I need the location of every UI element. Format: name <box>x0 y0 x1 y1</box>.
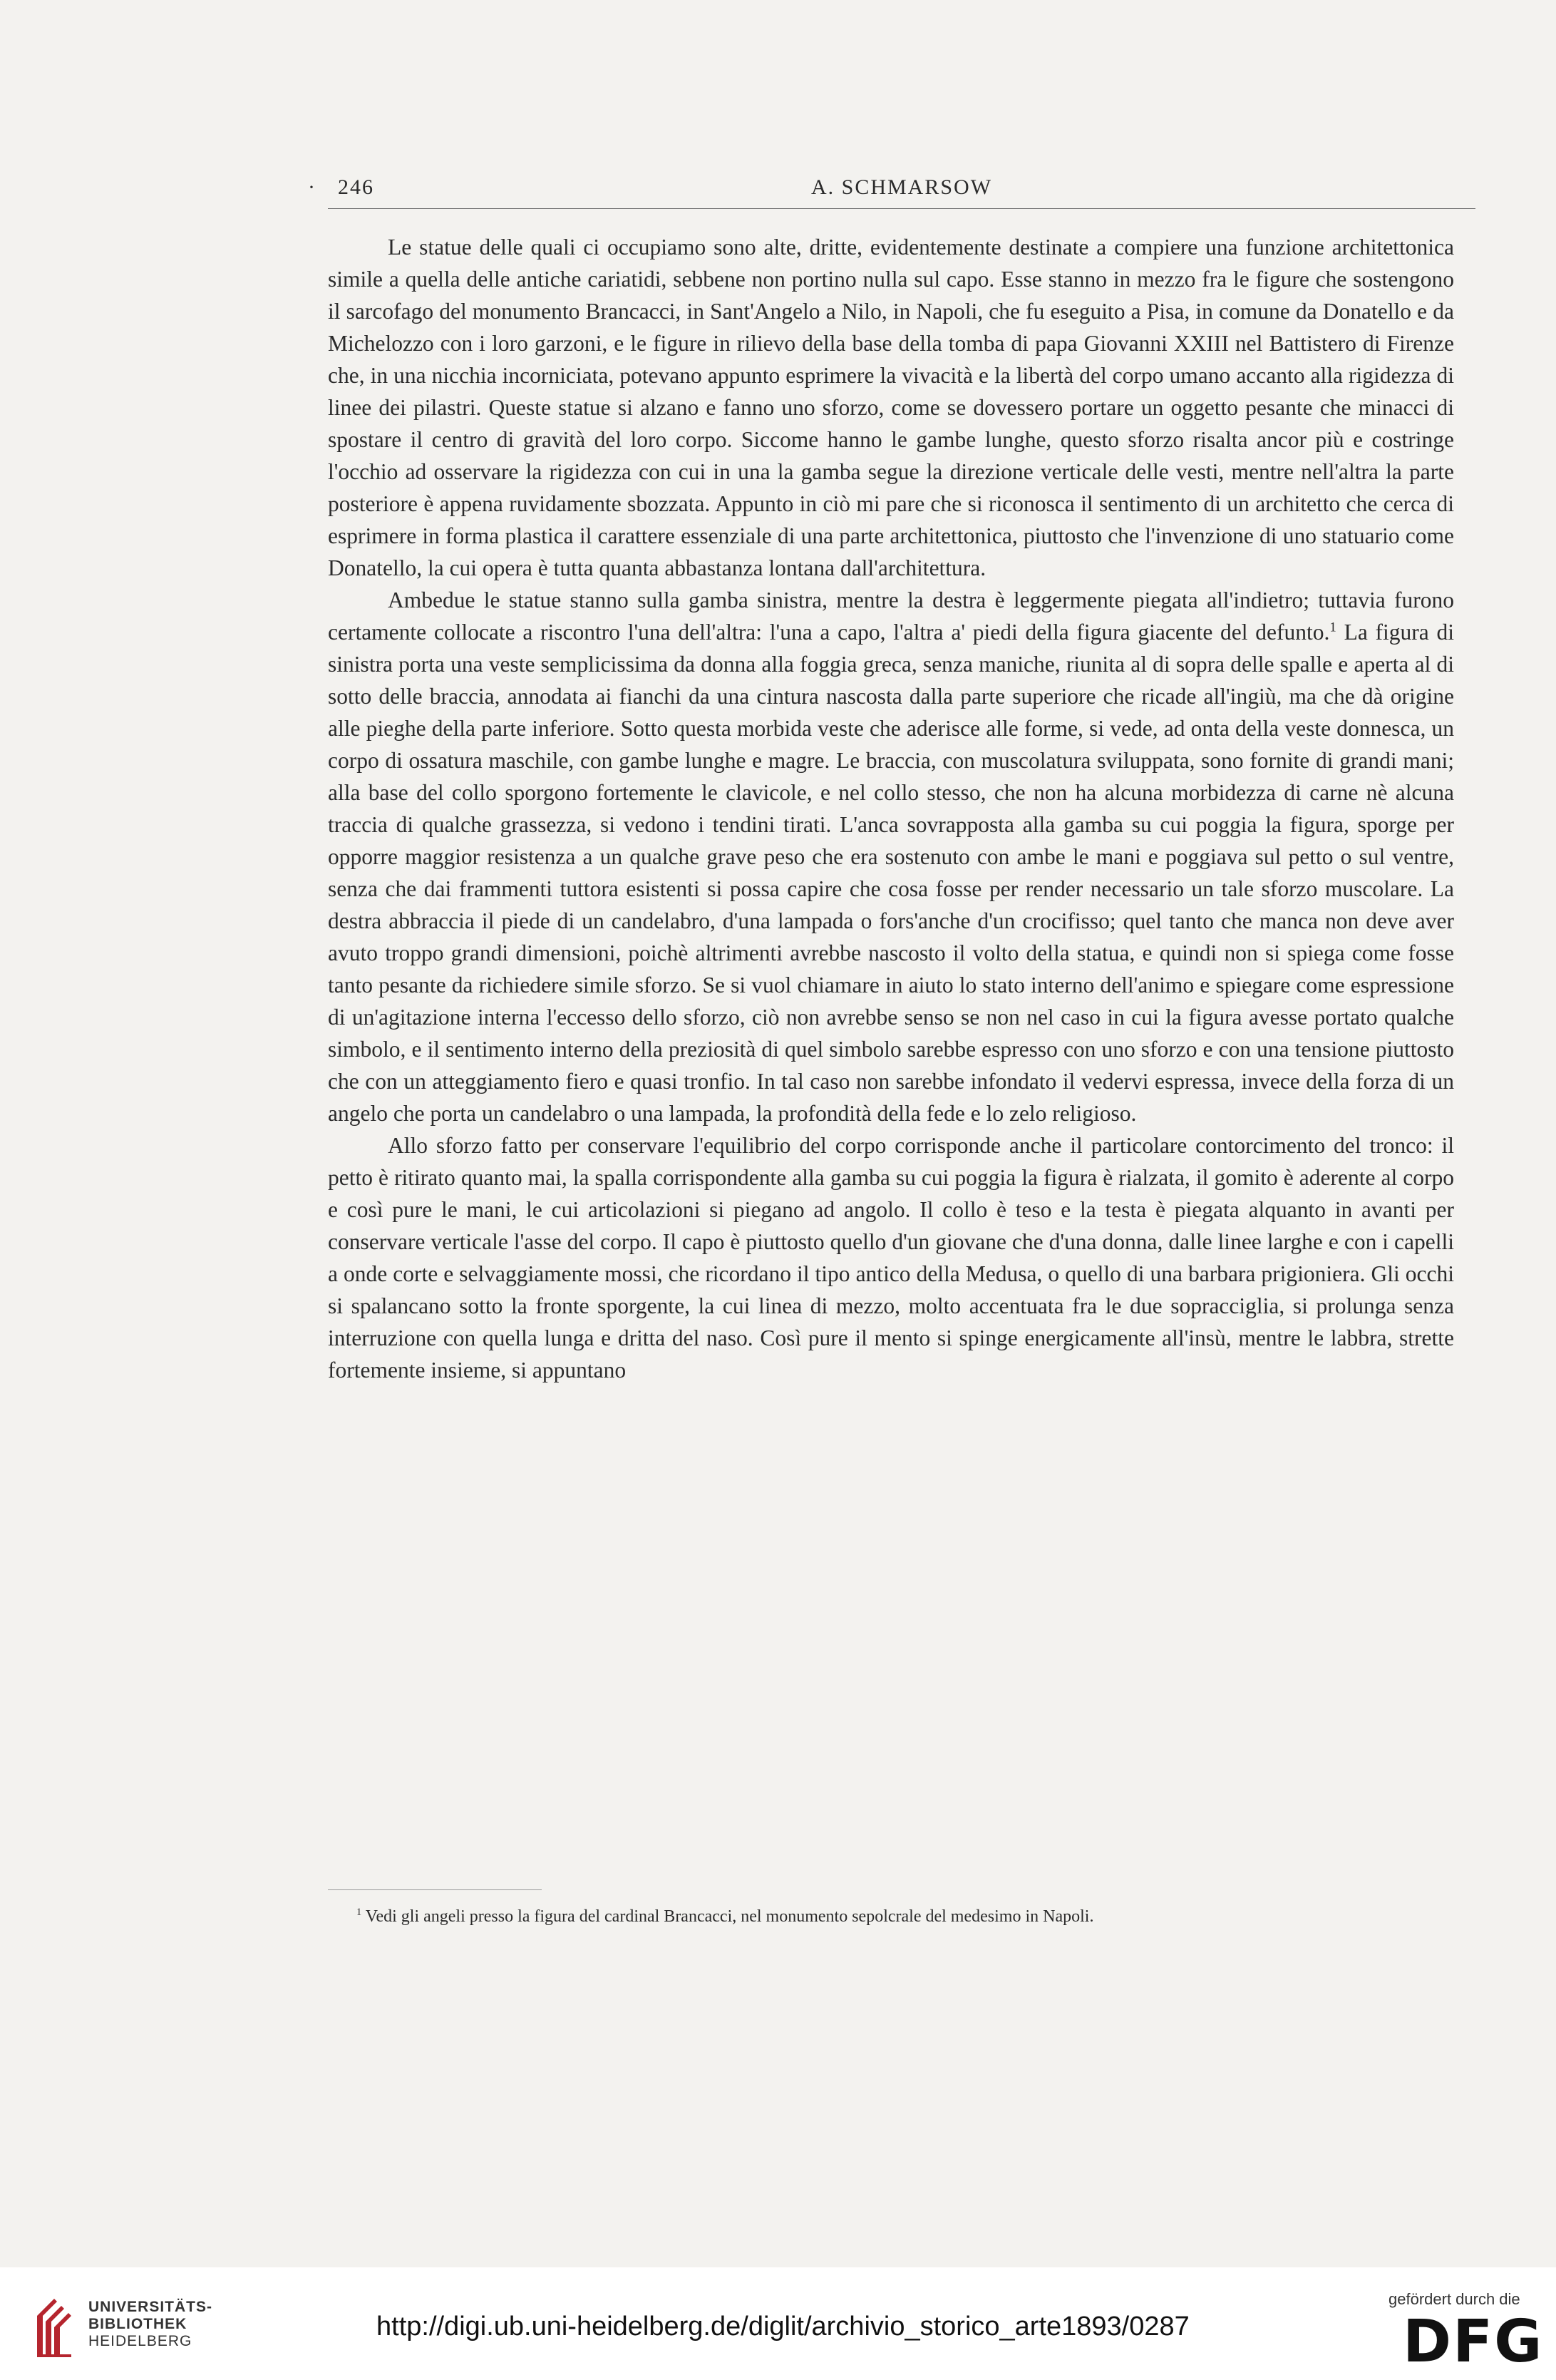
paragraph-text: Ambedue le statue stanno sulla gamba sinistra, mentre la destra è leggermente piegata all'indietro; tuttavia furono certamente collocate a riscontro l'una dell'altra: l'una a capo, l'altra a' piedi della figura giacente del defunto. <box>328 588 1454 645</box>
paragraph: Le statue delle quali ci occupiamo sono alte, dritte, evidentemente destinate a compiere una funzione architettonica simile a quella delle antiche cariatidi, sebbene non portino nulla sul capo. Esse stanno in mezzo fra le figure che sostengono il sarcofago del monumento Brancacci, in Sant'Angelo a Nilo, in Napoli, che fu eseguito a Pisa, in comune da Donatello e da Michelozzo con i loro garzoni, e le figure in rilievo della base della tomba di papa Giovanni XXIII nel Battistero di Firenze che, in una nicchia incorniciata, potevano appunto esprimere la vivacità e la libertà del corpo umano accanto alla rigidezza di linee dei pilastri. Queste statue si alzano e fanno uno sforzo, come se dovessero portare un oggetto pesante che minacci di spostare il centro di gravità del loro corpo. Siccome hanno le gambe lunghe, questo sforzo risalta ancor più e costringe l'occhio ad osservare la rigidezza con cui in una la gamba segue la direzione verticale delle vesti, mentre nell'altra la parte posteriore è appena ruvidamente sbozzata. Appunto in ciò mi pare che si riconosca il sentimento di un architetto che cerca di esprimere in forma plastica il carattere essenziale di una parte architettonica, piuttosto che l'invenzione di uno statuario come Donatello, la cui opera è tutta quanta abbastanza lontana dall'architettura. <box>328 235 1454 580</box>
page-number: 246 <box>338 175 374 199</box>
library-line: BIBLIOTHEK <box>88 2316 187 2332</box>
source-url-link[interactable]: http://digi.ub.uni-heidelberg.de/diglit/archivio_storico_arte1893/0287 <box>376 2312 1190 2341</box>
paragraph: Allo sforzo fatto per conservare l'equilibrio del corpo corrisponde anche il particolare contorcimento del tronco: il petto è ritirato quanto mai, la spalla corrispondente alla gamba su cui poggia la figura è rialzata, il gomito è aderente al corpo e così pure le mani, le cui articolazioni si piegano ad angolo. Il collo è teso e la testa è piegata alquanto in avanti per conservare verticale l'asse del corpo. Il capo è piuttosto quello d'un giovane che d'una donna, dalle linee larghe e con i capelli a onde corte e selvaggiamente mossi, che ricordano il tipo antico della Medusa, o quello di una barbara prigioniera. Gli occhi si spalancano sotto la fronte sporgente, la cui linea di mezzo, molto accentuata fra le due sopracciglia, si prolunga senza interruzione con quella lunga e dritta del naso. Così pure il mento si spinge energicamente all'insù, mentre le labbra, strette fortemente insieme, si appuntano <box>328 1133 1454 1383</box>
library-line: UNIVERSITÄTS- <box>88 2299 213 2315</box>
header-rule <box>328 208 1475 209</box>
footnote-rule <box>328 1889 542 1890</box>
page-header <box>308 175 1475 204</box>
margin-mark: · <box>308 175 316 199</box>
funded-by-label: gefördert durch die <box>1388 2290 1520 2308</box>
dfg-logo[interactable]: DFG <box>1403 2308 1544 2376</box>
library-name <box>88 2299 212 2350</box>
footnote-reference[interactable]: 1 <box>1329 620 1336 635</box>
library-line: HEIDELBERG <box>88 2333 192 2349</box>
footnote-text: Vedi gli angeli presso la figura del cardinal Brancacci, nel monumento sepolcrale del medesimo in Napoli. <box>365 1907 1094 1926</box>
ub-heidelberg-logo-icon[interactable] <box>33 2294 78 2360</box>
running-title: A. SCHMARSOW <box>810 175 993 199</box>
body-text <box>328 231 1454 1386</box>
digitization-footer <box>0 2267 1556 2380</box>
paragraph <box>328 584 1454 1129</box>
paragraph-text: La figura di sinistra porta una veste semplicissima da donna alla foggia greca, senza maniche, riunita al di sopra delle spalle e aperta al di sotto delle braccia, annodata ai fianchi da una cintura nascosta dalla parte superiore che ricade all'ingiù, ma che dà origine alle pieghe della parte inferiore. Sotto questa morbida veste che aderisce alle forme, si vede, ad onta della veste donnesca, un corpo di ossatura maschile, con gambe lunghe e magre. Le braccia, con muscolatura sviluppata, sono fornite di grandi mani; alla base del collo sporgono fortemente le clavicole, e nel collo stesso, che non ha alcuna morbidezza di carne nè alcuna traccia di qualche grassezza, si vedono i tendini tirati. L'anca sovrapposta alla gamba su cui poggia la figura, sporge per opporre maggior resistenza a un qualche grave peso che era sostenuto con ambe le mani e poggiava sul petto o sul ventre, senza che dai frammenti tuttora esistenti si possa capire che cosa fosse per render necessario un tale sforzo muscolare. La destra abbraccia il piede di un candelabro, d'una lampada o fors'anche d'un crocifisso; quel tanto che manca non deve aver avuto troppo grandi dimensioni, poichè altrimenti avrebbe nascosto il volto della statua, e quindi non si spiega come fosse tanto pesante da richiedere simile sforzo. Se si vuol chiamare in aiuto lo stato interno dell'animo e spiegare come espressione di un'agitazione interna l'eccesso dello sforzo, ciò non avrebbe senso se non nel caso in cui la figura avesse portato qualche simbolo, e il sentimento interno della preziosità di quel simbolo sarebbe espresso con uno sforzo e con una tensione piuttosto che con un atteggiamento fiero e quasi tronfio. In tal caso non sarebbe infondato il vedervi espressa, invece della forza di un angelo che porta un candelabro o una lampada, la profondità della fede e lo zelo religioso. <box>328 620 1455 1126</box>
footnote <box>356 1905 1468 1928</box>
footnote-marker: 1 <box>356 1907 362 1918</box>
